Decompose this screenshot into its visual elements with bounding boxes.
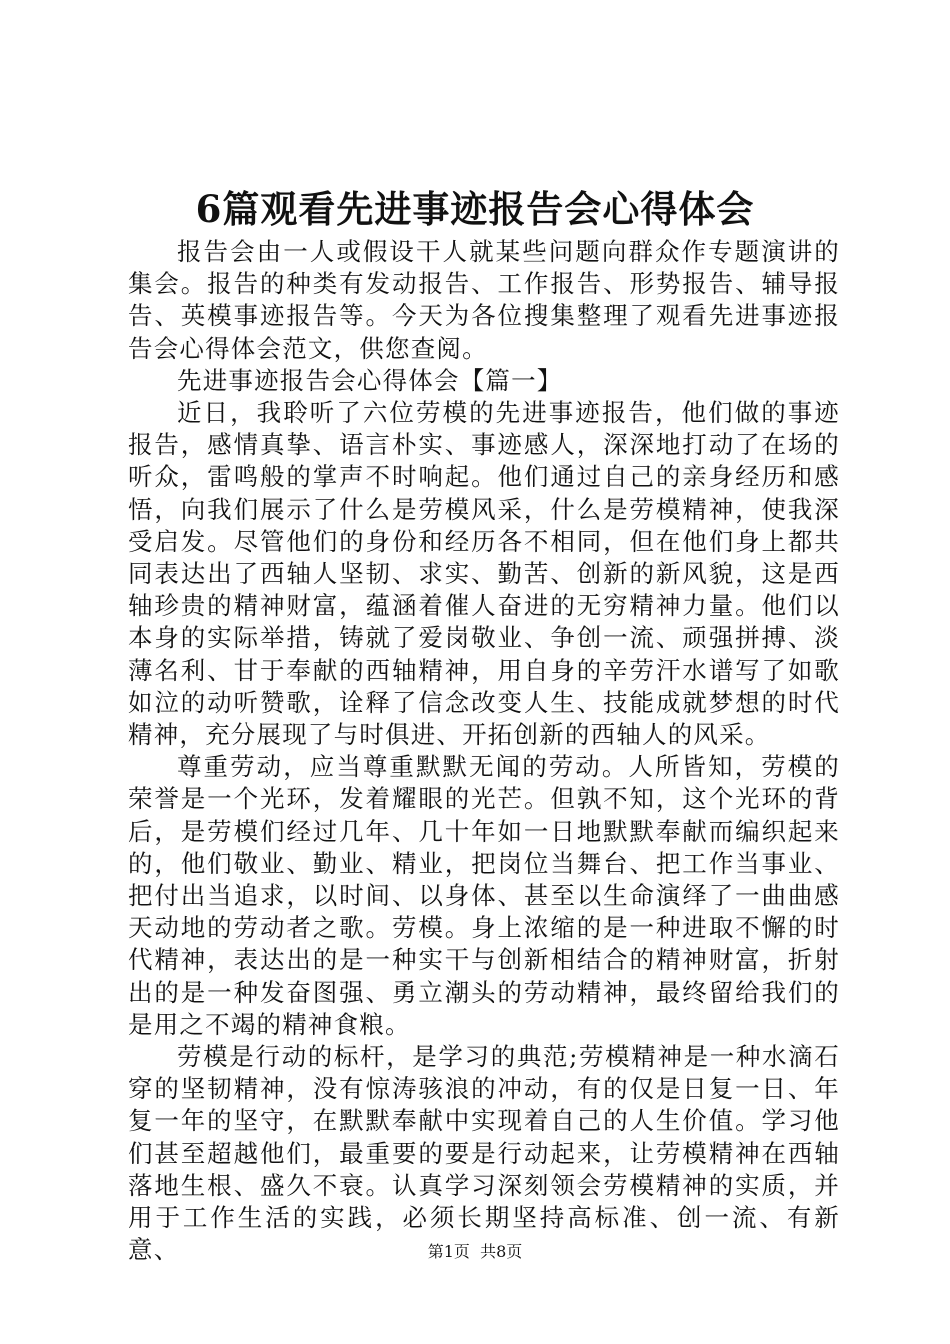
page-footer [0,1240,950,1264]
intro-paragraph: 报告会由一人或假设干人就某些问题向群众作专题演讲的集会。报告的种类有发动报告、工作报告、形势报告、辅导报告、英模事迹报告等。今天为各位搜集整理了观看先进事迹报告会心得体会范文，供您查阅。 [128,237,840,363]
body-paragraph: 尊重劳动，应当尊重默默无闻的劳动。人所皆知，劳模的荣誉是一个光环，发着耀眼的光芒。但孰不知，这个光环的背后，是劳模们经过几年、几十年如一日地默默奉献而编织起来的，他们敬业、勤业、精业，把岗位当舞台、把工作当事业、把付出当追求，以时间、以身体、甚至以生命演绎了一曲曲感天动地的劳动者之歌。劳模。身上浓缩的是一种进取不懈的时代精神，表达出的是一种实干与创新相结合的精神财富，折射出的是一种发奋图强、勇立潮头的劳动精神，最终留给我们的是用之不竭的精神食粮。 [128,752,840,1039]
page-number: 第1页 [427,1242,470,1261]
page-total: 共8页 [480,1242,523,1261]
section-heading: 先进事迹报告会心得体会【篇一】 [177,365,563,395]
document-body [128,236,840,1267]
body-paragraph: 劳模是行动的标杆，是学习的典范;劳模精神是一种水滴石穿的坚韧精神，没有惊涛骇浪的冲动，有的仅是日复一日、年复一年的坚守，在默默奉献中实现着自己的人生价值。学习他们甚至超越他们，最重要的要是行动起来，让劳模精神在西轴落地生根、盛久不衰。认真学习深刻领会劳模精神的实质，并用于工作生活的实践，必须长期坚持高标准、创一流、有新意、 [128,1042,840,1265]
page-title: 6篇观看先进事迹报告会心得体会 [195,187,755,231]
body-paragraph: 近日，我聆听了六位劳模的先进事迹报告，他们做的事迹报告，感情真挚、语言朴实、事迹感人，深深地打动了在场的听众，雷鸣般的掌声不时响起。他们通过自己的亲身经历和感悟，向我们展示了什么是劳模风采，什么是劳模精神，使我深受启发。尽管他们的身份和经历各不相同，但在他们身上都共同表达出了西轴人坚韧、求实、勤苦、创新的新风貌，这是西轴珍贵的精神财富，蕴涵着催人奋进的无穷精神力量。他们以本身的实际举措，铸就了爱岗敬业、争创一流、顽强拼搏、淡薄名利、甘于奉献的西轴精神，用自身的辛劳汗水谱写了如歌如泣的动听赞歌，诠释了信念改变人生、技能成就梦想的时代精神，充分展现了与时俱进、开拓创新的西轴人的风采。 [128,398,840,750]
